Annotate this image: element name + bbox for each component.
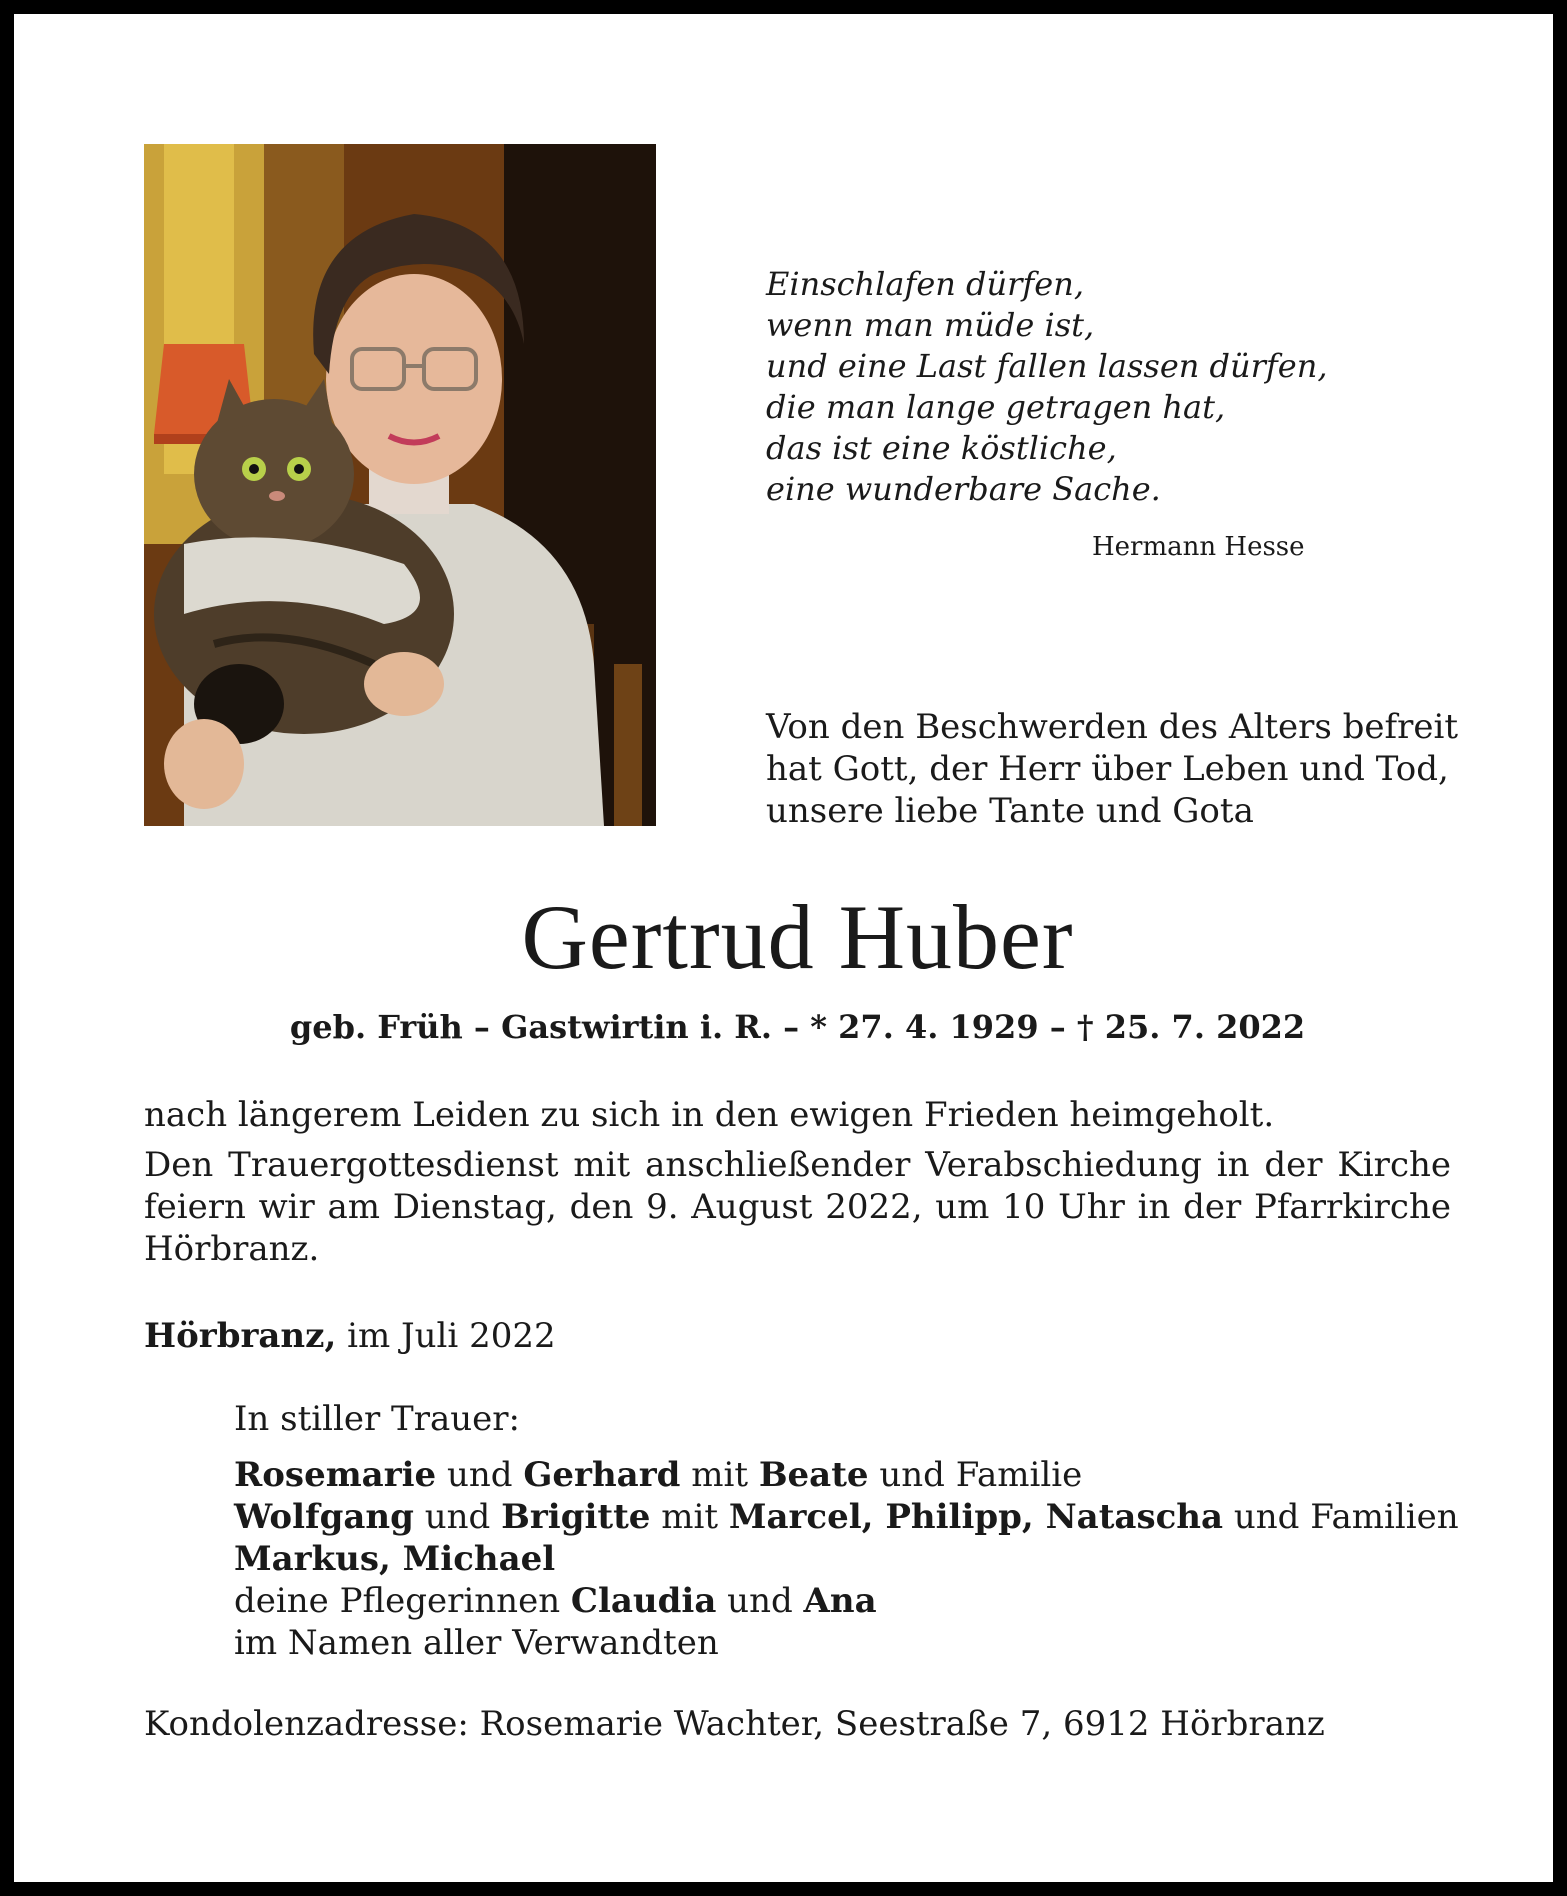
mourner-name: Beate <box>758 1455 869 1495</box>
mourner-line <box>234 1454 1459 1496</box>
connector: und Familien <box>1233 1497 1459 1537</box>
service-text: Den Trauergottesdienst mit anschließender Verabschiedung in der Kirche feiern wir am Dienstag, den 9. August 2022, um 10 Uhr in der Pfarrkirche Hörbranz. <box>144 1145 1451 1269</box>
mourner-name: Rosemarie <box>234 1455 437 1495</box>
occupation: Gastwirtin i. R. <box>501 1008 772 1046</box>
mourner-name: Brigitte <box>501 1497 651 1537</box>
connector: und Familie <box>879 1455 1083 1495</box>
mourner-name: Marcel, Philipp, Natascha <box>728 1497 1224 1537</box>
condolence-address: Kondolenzadresse: Rosemarie Wachter, Seestraße 7, 6912 Hörbranz <box>144 1704 1325 1744</box>
intro-text <box>766 706 1458 832</box>
birth-date: * 27. 4. 1929 <box>810 1008 1039 1046</box>
poem-line: eine wunderbare Sache. <box>766 470 1161 508</box>
death-date: † 25. 7. 2022 <box>1076 1008 1306 1046</box>
connector: und <box>727 1581 793 1621</box>
portrait-photo-icon <box>144 144 656 826</box>
connector: deine Pflegerinnen <box>234 1581 561 1621</box>
mourner-line <box>234 1538 1459 1580</box>
mourner-name: Claudia <box>570 1581 717 1621</box>
mourner-name: Ana <box>803 1581 877 1621</box>
poem-author: Hermann Hesse <box>1092 532 1305 562</box>
poem-line: Einschlafen dürfen, <box>766 265 1084 303</box>
date: im Juli 2022 <box>347 1316 556 1356</box>
mourners <box>234 1398 1459 1664</box>
connector: mit <box>691 1455 748 1495</box>
place: Hörbranz, <box>144 1316 337 1356</box>
homecoming-text: nach längerem Leiden zu sich in den ewigen Frieden heimgeholt. <box>144 1095 1275 1135</box>
maiden-name: geb. Früh <box>289 1008 463 1046</box>
mourner-name: Gerhard <box>523 1455 681 1495</box>
intro-line: Von den Beschwerden des Alters befreit <box>766 707 1459 747</box>
mourner-line: im Namen aller Verwandten <box>234 1623 719 1663</box>
mourner-name: Wolfgang <box>234 1497 414 1537</box>
connector: und <box>447 1455 513 1495</box>
poem-line: und eine Last fallen lassen dürfen, <box>766 347 1328 385</box>
deceased-name: Gertrud Huber <box>521 886 1074 988</box>
deceased-details: geb. Früh – Gastwirtin i. R. – * 27. 4. 1929 – † 25. 7. 2022 <box>289 1008 1306 1046</box>
mourner-name: Markus, Michael <box>234 1539 556 1579</box>
mourner-line <box>234 1580 1459 1622</box>
poem-line: wenn man müde ist, <box>766 306 1095 344</box>
poem-line: das ist eine köstliche, <box>766 429 1117 467</box>
intro-line: hat Gott, der Herr über Leben und Tod, <box>766 749 1449 789</box>
mourner-line <box>234 1496 1459 1538</box>
intro-line: unsere liebe Tante und Gota <box>766 791 1254 831</box>
poem <box>766 264 1327 510</box>
connector: und <box>424 1497 491 1537</box>
place-date <box>144 1316 556 1356</box>
poem-line: die man lange getragen hat, <box>766 388 1226 426</box>
connector: mit <box>661 1497 719 1537</box>
mourners-heading: In stiller Trauer: <box>234 1399 520 1439</box>
